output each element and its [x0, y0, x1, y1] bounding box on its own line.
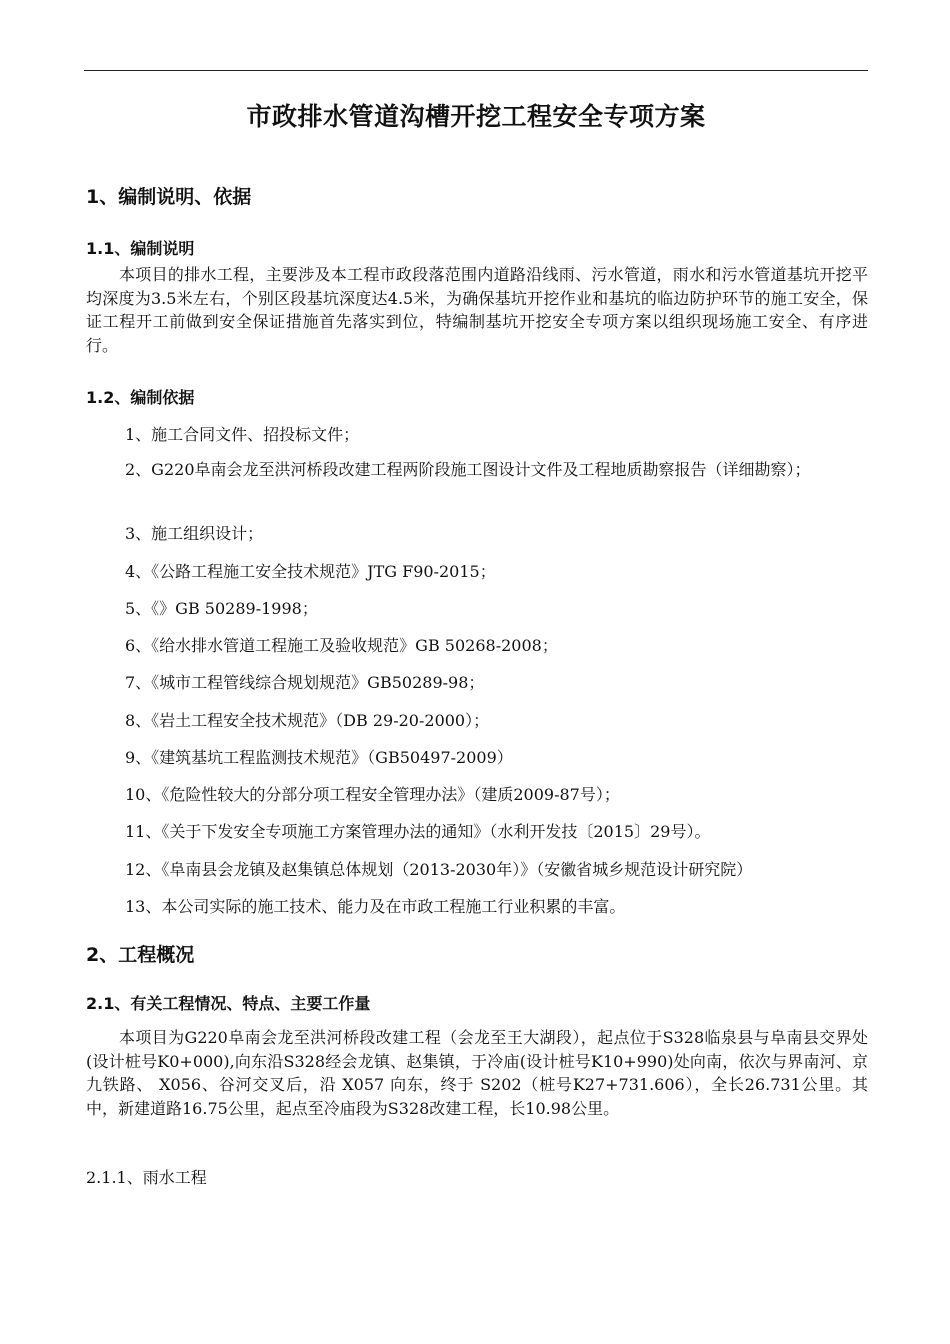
basis-item-4: 4、《公路工程施工安全技术规范》JTG F90-2015；	[125, 562, 496, 581]
basis-item-3: 3、施工组织设计；	[125, 524, 264, 543]
basis-item-13: 13、本公司实际的施工技术、能力及在市政工程施工行业积累的丰富。	[125, 897, 626, 916]
basis-item-7: 7、《城市工程管线综合规划规范》GB50289-98；	[125, 673, 485, 692]
section-1-2-heading: 1.2、编制依据	[86, 388, 195, 407]
document-title: 市政排水管道沟槽开挖工程安全专项方案	[246, 102, 706, 131]
basis-item-10: 10、《危险性较大的分部分项工程安全管理办法》（建质2009-87号）；	[125, 785, 620, 804]
section-1-heading: 1、编制说明、依据	[86, 186, 252, 208]
basis-item-2: 2、G220阜南会龙至洪河桥段改建工程两阶段施工图设计文件及工程地质勘察报告（详细勘察）；	[125, 460, 811, 479]
basis-item-1: 1、施工合同文件、招投标文件；	[125, 425, 360, 444]
basis-item-12: 12、《阜南县会龙镇及赵集镇总体规划（2013-2030年）》（安徽省城乡规范设计研究院）	[125, 860, 753, 879]
basis-item-5: 5、《》GB 50289-1998；	[125, 599, 318, 618]
section-2-1-heading: 2.1、有关工程情况、特点、主要工作量	[86, 994, 371, 1013]
basis-item-6: 6、《给水排水管道工程施工及验收规范》GB 50268-2008；	[125, 636, 558, 655]
basis-item-8: 8、《岩土工程安全技术规范》（DB 29-20-2000）；	[125, 711, 490, 730]
basis-item-9: 9、《建筑基坑工程监测技术规范》（GB50497-2009）	[125, 748, 513, 767]
section-2-1-paragraph: 本项目为G220阜南会龙至洪河桥段改建工程（会龙至王大湖段），起点位于S328临泉县与阜南县交界处(设计桩号K0+000),向东沿S328经会龙镇、赵集镇，于冷庙(设计桩号K10+990)处向南，依次与界南河、京九铁路、 X056、谷河交叉后，沿 X057 向东，终于 S202（桩号K27+731.606），全长26.731公里。其中，新建道路16.75公里，起点至冷庙段为S328改建工程，长10.98公里。	[86, 1028, 868, 1118]
basis-item-11: 11、《关于下发安全专项施工方案管理办法的通知》（水利开发技〔2015〕29号）。	[125, 822, 711, 841]
section-1-1-paragraph: 本项目的排水工程，主要涉及本工程市政段落范围内道路沿线雨、污水管道，雨水和污水管道基坑开挖平均深度为3.5米左右，个别区段基坑深度达4.5米，为确保基坑开挖作业和基坑的临边防护环节的施工安全，保证工程开工前做到安全保证措施首先落实到位，特编制基坑开挖安全专项方案以组织现场施工安全、有序进行。	[86, 265, 868, 355]
section-1-1-heading: 1.1、编制说明	[86, 239, 195, 258]
section-2-1-1-heading: 2.1.1、雨水工程	[86, 1168, 207, 1187]
header-rule	[84, 70, 868, 71]
section-2-heading: 2、工程概况	[86, 944, 195, 966]
